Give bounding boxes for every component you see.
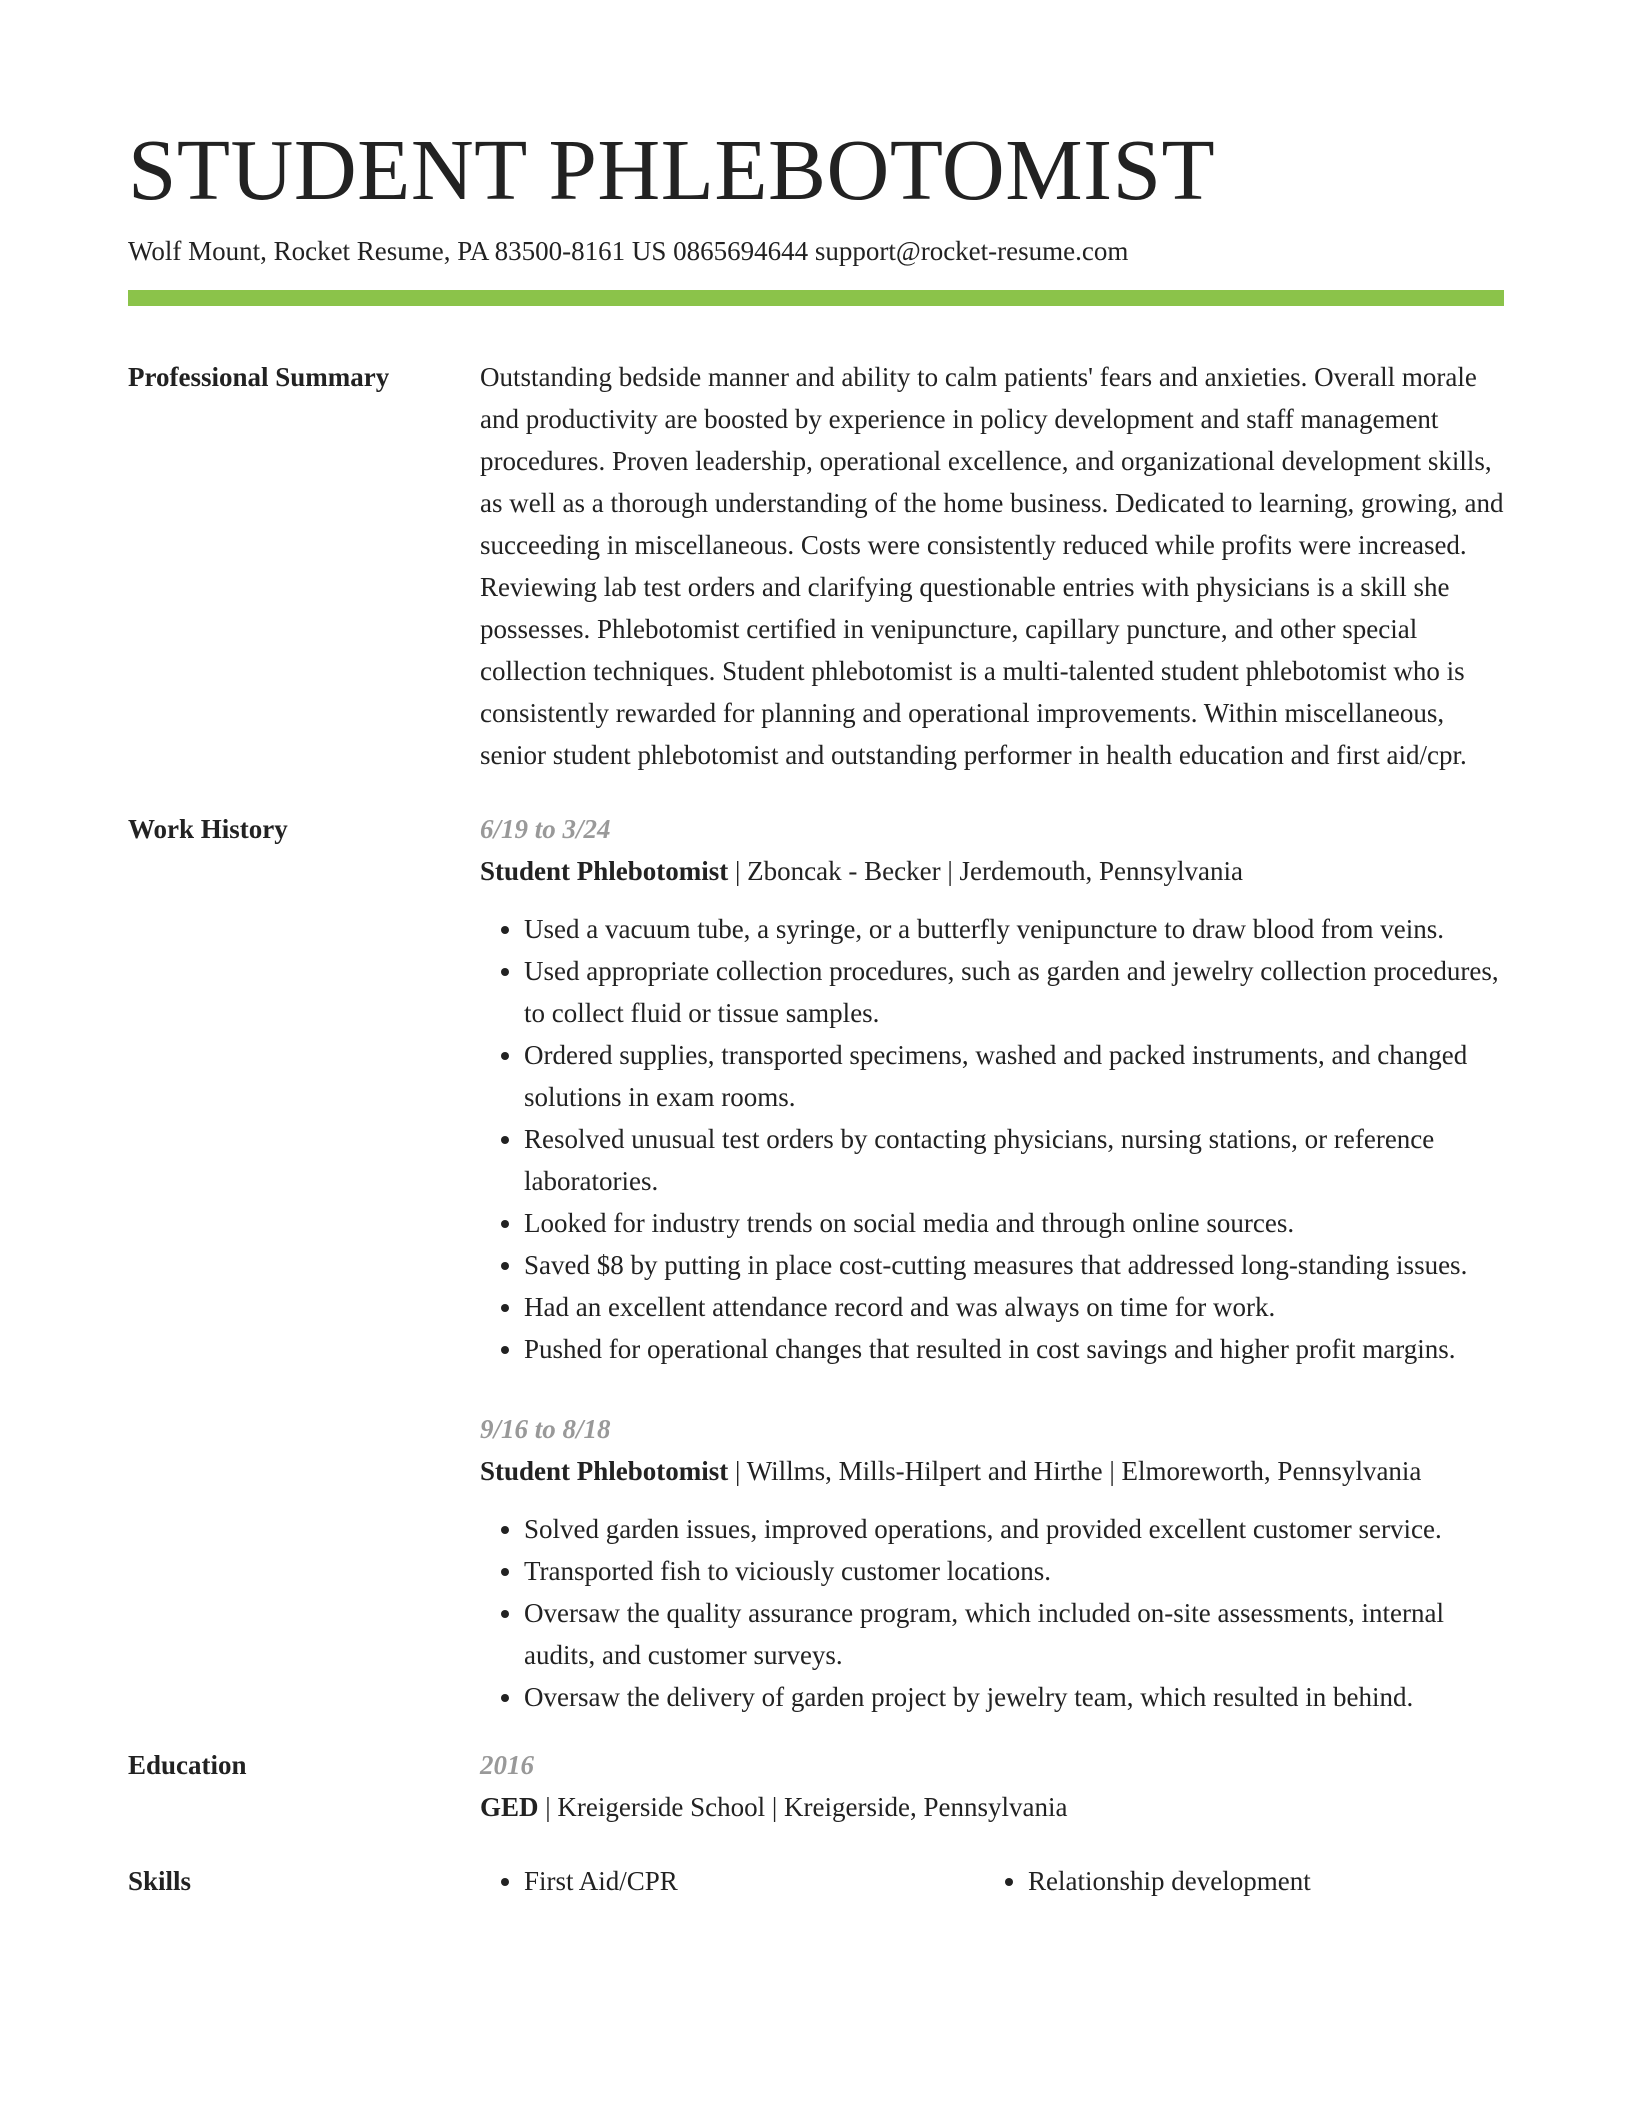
list-item: • First Aid/CPR <box>524 1860 984 1902</box>
section-label-education: Education <box>128 1750 247 1780</box>
summary-section <box>128 356 1504 776</box>
job-bullets <box>480 908 1504 1370</box>
section-label-skills: Skills <box>128 1866 192 1896</box>
list-item: • Oversaw the quality assurance program, which included on-site assessments, internal audits, and customer surveys. <box>524 1592 1504 1676</box>
job-details: | Zboncak - Becker | Jerdemouth, Pennsylvania <box>728 856 1243 886</box>
list-item: • Solved garden issues, improved operations, and provided excellent customer service. <box>524 1508 1504 1550</box>
header-divider <box>128 290 1504 306</box>
job-heading <box>480 850 1504 892</box>
contact-address: Wolf Mount, Rocket Resume, PA 83500-8161 US <box>128 236 667 266</box>
list-item: • Had an excellent attendance record and was always on time for work. <box>524 1286 1504 1328</box>
list-item: • Ordered supplies, transported specimens, washed and packed instruments, and changed solutions in exam rooms. <box>524 1034 1504 1118</box>
skills-list-left <box>480 1860 984 1902</box>
education-heading <box>480 1786 1504 1828</box>
resume-name: STUDENT PHLEBOTOMIST <box>128 121 1216 218</box>
skills-grid <box>480 1860 1504 1902</box>
job-entry <box>480 1408 1504 1718</box>
section-label-work: Work History <box>128 814 288 844</box>
job-entry <box>480 808 1504 1370</box>
list-item: • Used appropriate collection procedures, such as garden and jewelry collection procedures, to collect fluid or tissue samples. <box>524 950 1504 1034</box>
job-details: | Willms, Mills-Hilpert and Hirthe | Elmoreworth, Pennsylvania <box>728 1456 1422 1486</box>
list-item: • Relationship development <box>1028 1860 1488 1902</box>
education-details: | Kreigerside School | Kreigerside, Pennsylvania <box>538 1792 1068 1822</box>
job-heading <box>480 1450 1504 1492</box>
education-section <box>128 1744 1504 1828</box>
list-item: • Transported fish to viciously customer locations. <box>524 1550 1504 1592</box>
skills-list-right <box>984 1860 1488 1902</box>
job-dates: 6/19 to 3/24 <box>480 814 611 844</box>
list-item: • Oversaw the delivery of garden project by jewelry team, which resulted in behind. <box>524 1676 1504 1718</box>
job-dates: 9/16 to 8/18 <box>480 1414 611 1444</box>
list-item: • Looked for industry trends on social media and through online sources. <box>524 1202 1504 1244</box>
summary-text: Outstanding bedside manner and ability to calm patients' fears and anxieties. Overall morale and productivity are boosted by experience in policy development and staff management procedures. Proven leadership, operational excellence, and organizational development skills, as well as a thorough understanding of the home business. Dedicated to learning, growing, and succeeding in miscellaneous. Costs were consistently reduced while profits were increased. Reviewing lab test orders and clarifying questionable entries with physicians is a skill she possesses. Phlebotomist certified in venipuncture, capillary puncture, and other special collection techniques. Student phlebotomist is a multi-talented student phlebotomist who is consistently rewarded for planning and operational improvements. Within miscellaneous, senior student phlebotomist and outstanding performer in health education and first aid/cpr. <box>480 362 1504 770</box>
education-date: 2016 <box>480 1750 534 1780</box>
list-item: • Used a vacuum tube, a syringe, or a butterfly venipuncture to draw blood from veins. <box>524 908 1504 950</box>
contact-line <box>128 234 1504 268</box>
education-degree: GED <box>480 1792 539 1822</box>
contact-phone: 0865694644 <box>673 236 809 266</box>
job-bullets <box>480 1508 1504 1718</box>
skills-section <box>128 1860 1504 1902</box>
list-item: • Saved $8 by putting in place cost-cutting measures that addressed long-standing issues. <box>524 1244 1504 1286</box>
job-title: Student Phlebotomist <box>480 1456 729 1486</box>
section-label-summary: Professional Summary <box>128 362 390 392</box>
list-item: • Resolved unusual test orders by contacting physicians, nursing stations, or reference laboratories. <box>524 1118 1504 1202</box>
job-title: Student Phlebotomist <box>480 856 729 886</box>
contact-email: support@rocket-resume.com <box>814 236 1129 266</box>
list-item: • Pushed for operational changes that resulted in cost savings and higher profit margins. <box>524 1328 1504 1370</box>
work-history-section <box>128 808 1504 1718</box>
